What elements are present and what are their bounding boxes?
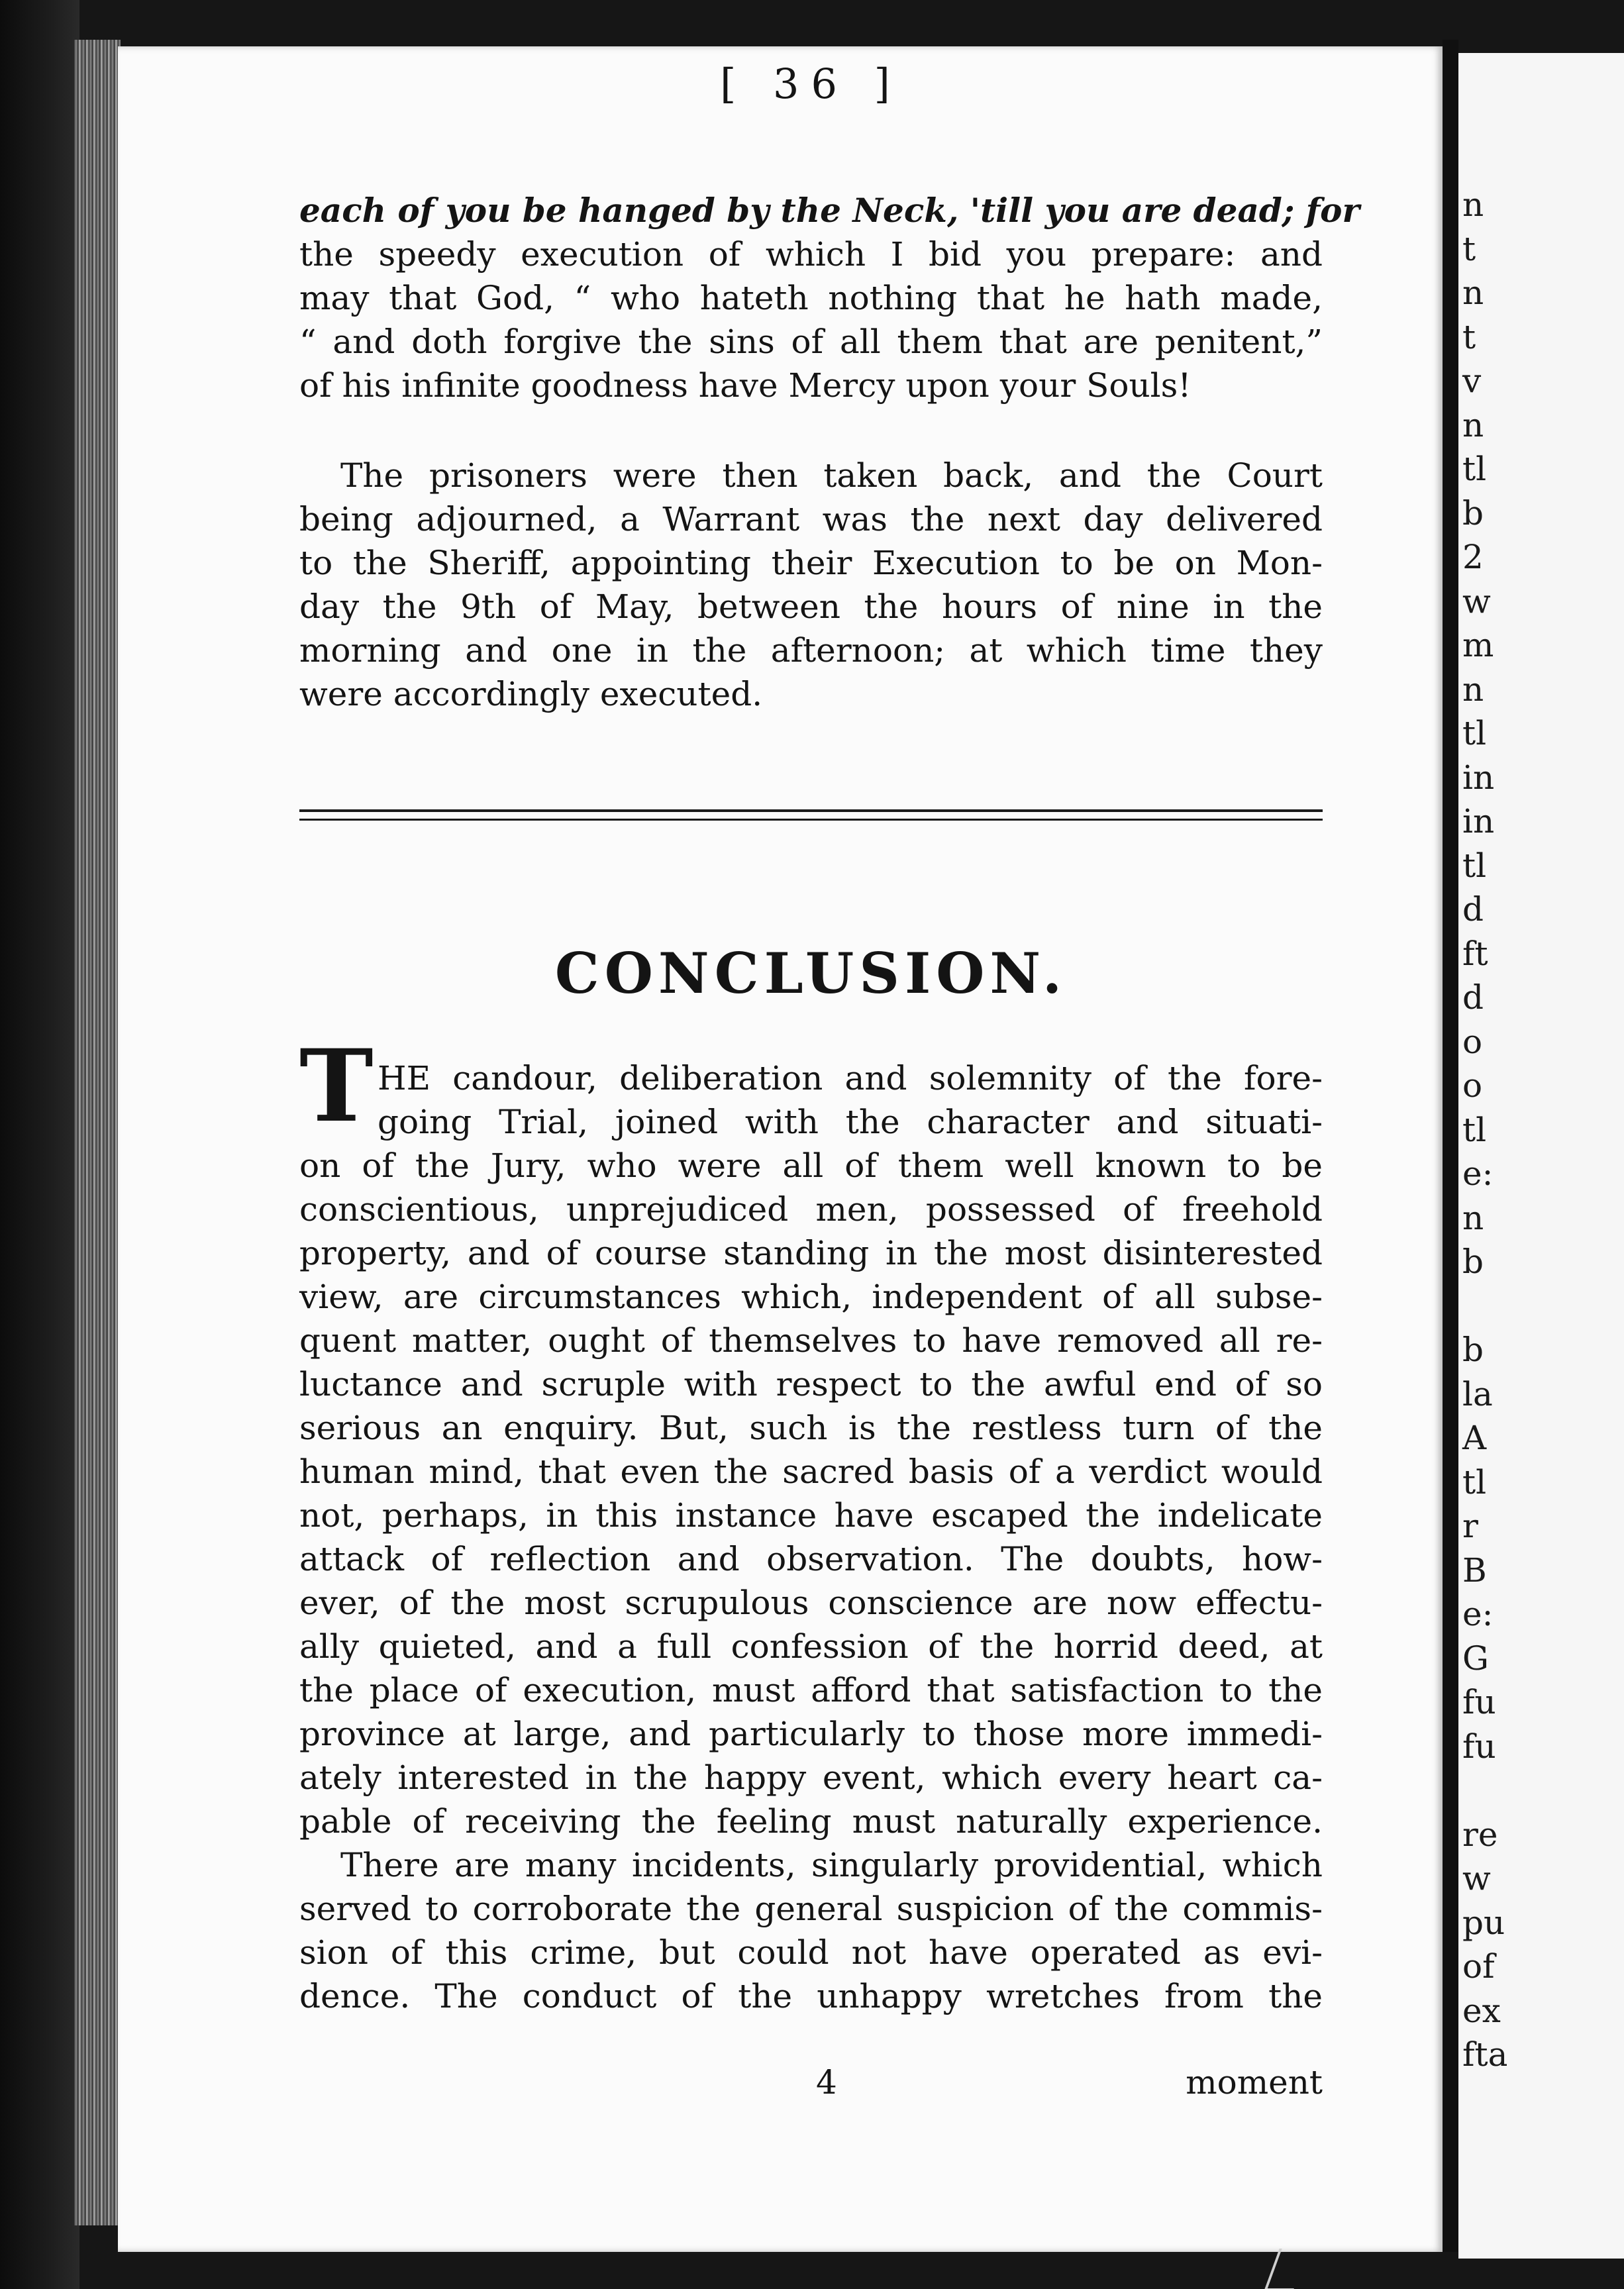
text-line: serious an enquiry. But, such is the restless turn of the bbox=[299, 1409, 1323, 1447]
text-line: human mind, that even the sacred basis of a verdict would bbox=[299, 1452, 1323, 1491]
facing-page-letters: d bbox=[1462, 978, 1484, 1017]
facing-page-letters: b bbox=[1462, 493, 1484, 533]
section-heading: CONCLUSION. bbox=[554, 941, 1068, 1006]
facing-page-letters: w bbox=[1462, 1859, 1491, 1898]
facing-page-letters: r bbox=[1462, 1507, 1478, 1545]
signature-mark: 4 bbox=[816, 2063, 837, 2102]
text-line: attack of reflection and observation. The doubts, how- bbox=[299, 1540, 1323, 1578]
facing-page-letters: G bbox=[1462, 1639, 1489, 1678]
facing-page-letters: in bbox=[1462, 758, 1495, 797]
facing-page-letters: m bbox=[1462, 626, 1494, 664]
facing-page-letters: tl bbox=[1462, 450, 1487, 488]
text-line: morning and one in the afternoon; at which time they bbox=[299, 631, 1323, 670]
facing-page-letters: t bbox=[1462, 229, 1476, 268]
facing-page-letters: fu bbox=[1462, 1683, 1496, 1721]
text-line: being adjourned, a Warrant was the next day delivered bbox=[299, 500, 1323, 538]
facing-page-letters: e: bbox=[1462, 1595, 1494, 1633]
page-gutter bbox=[1443, 40, 1458, 2252]
facing-page-letters: in bbox=[1462, 802, 1495, 840]
facing-page-letters: d bbox=[1462, 890, 1484, 929]
page-number: [ 36 ] bbox=[720, 60, 902, 108]
facing-page-letters: la bbox=[1462, 1374, 1493, 1413]
text-line: property, and of course standing in the most disinterested bbox=[299, 1234, 1323, 1272]
text-line: of his infinite goodness have Mercy upon your Souls! bbox=[299, 366, 1192, 405]
facing-page-letters: n bbox=[1462, 1198, 1484, 1237]
text-line: ally quieted, and a full confession of the horrid deed, at bbox=[299, 1627, 1323, 1666]
facing-page-letters: fta bbox=[1462, 2035, 1508, 2074]
text-line: sion of this crime, but could not have operated as evi- bbox=[299, 1933, 1323, 1972]
facing-page-letters: re bbox=[1462, 1815, 1498, 1854]
text-line: province at large, and particularly to those more immedi- bbox=[299, 1715, 1323, 1753]
text-line: luctance and scruple with respect to the awful end of so bbox=[299, 1365, 1323, 1403]
double-rule-bottom bbox=[299, 819, 1323, 821]
facing-page-letters: ex bbox=[1462, 1991, 1501, 2030]
facing-page-letters: e: bbox=[1462, 1154, 1494, 1193]
facing-page-letters: n bbox=[1462, 185, 1484, 224]
text-line: to the Sheriff, appointing their Execution to be on Mon- bbox=[299, 544, 1323, 582]
facing-page-letters: n bbox=[1462, 274, 1484, 312]
double-rule-top bbox=[299, 809, 1323, 812]
facing-page-letters: A bbox=[1462, 1419, 1487, 1457]
text-line: conscientious, unprejudiced men, possessed of freehold bbox=[299, 1190, 1323, 1229]
facing-page-letters: n bbox=[1462, 405, 1484, 444]
facing-page-letters: v bbox=[1462, 362, 1482, 400]
facing-page-letters: b bbox=[1462, 1331, 1484, 1369]
margin-pencil-mark bbox=[1264, 2249, 1308, 2289]
text-line: going Trial, joined with the character and situati- bbox=[378, 1103, 1323, 1141]
facing-page-letters: B bbox=[1462, 1551, 1487, 1590]
text-line: view, are circumstances which, independent of all subse- bbox=[299, 1278, 1323, 1316]
text-line: day the 9th of May, between the hours of nine in the bbox=[299, 587, 1323, 626]
drop-cap: T bbox=[299, 1028, 374, 1144]
facing-page-letters: n bbox=[1462, 670, 1484, 709]
facing-page-letters: ft bbox=[1462, 934, 1488, 973]
text-line: “ and doth forgive the sins of all them that are penitent,” bbox=[299, 323, 1323, 361]
facing-page-letters: fu bbox=[1462, 1727, 1496, 1766]
facing-page-letters: tl bbox=[1462, 714, 1487, 752]
facing-page-letters: o bbox=[1462, 1022, 1483, 1061]
text-line: not, perhaps, in this instance have escaped the indelicate bbox=[299, 1496, 1323, 1535]
facing-page-letters: b bbox=[1462, 1243, 1484, 1281]
text-line: were accordingly executed. bbox=[299, 675, 763, 713]
facing-page-fragment bbox=[1458, 53, 1624, 2259]
text-line: ately interested in the happy event, which every heart ca- bbox=[299, 1758, 1323, 1797]
text-line: on of the Jury, who were all of them well known to be bbox=[299, 1146, 1323, 1185]
text-line: pable of receiving the feeling must naturally experience. bbox=[299, 1802, 1323, 1841]
facing-page-letters: o bbox=[1462, 1066, 1483, 1105]
facing-page-letters: of bbox=[1462, 1947, 1495, 1986]
catchword: moment bbox=[1186, 2063, 1323, 2102]
facing-page-letters: tl bbox=[1462, 846, 1487, 885]
text-line: the place of execution, must afford that satisfaction to the bbox=[299, 1671, 1323, 1709]
facing-page-letters: t bbox=[1462, 317, 1476, 356]
page-edges bbox=[74, 40, 121, 2225]
facing-page-letters: tl bbox=[1462, 1110, 1487, 1149]
text-line: quent matter, ought of themselves to have removed all re- bbox=[299, 1321, 1323, 1360]
text-line: dence. The conduct of the unhappy wretches from the bbox=[299, 1977, 1323, 2015]
facing-page-letters: w bbox=[1462, 582, 1491, 621]
facing-page-letters: 2 bbox=[1462, 538, 1484, 576]
facing-page-letters: pu bbox=[1462, 1903, 1505, 1942]
text-line: served to corroborate the general suspicion of the commis- bbox=[299, 1890, 1323, 1928]
text-line: the speedy execution of which I bid you prepare: and bbox=[299, 235, 1323, 274]
text-line: may that God, “ who hateth nothing that he hath made, bbox=[299, 279, 1323, 317]
text-line: HE candour, deliberation and solemnity of the fore- bbox=[378, 1059, 1323, 1097]
text-line: ever, of the most scrupulous conscience are now effectu- bbox=[299, 1584, 1323, 1622]
book-binding bbox=[0, 0, 79, 2289]
facing-page-letters: tl bbox=[1462, 1462, 1487, 1501]
text-line: each of you be hanged by the Neck, 'till you are dead; for bbox=[299, 191, 1360, 230]
text-line: There are many incidents, singularly providential, which bbox=[340, 1846, 1323, 1884]
text-line: The prisoners were then taken back, and the Court bbox=[340, 456, 1323, 495]
